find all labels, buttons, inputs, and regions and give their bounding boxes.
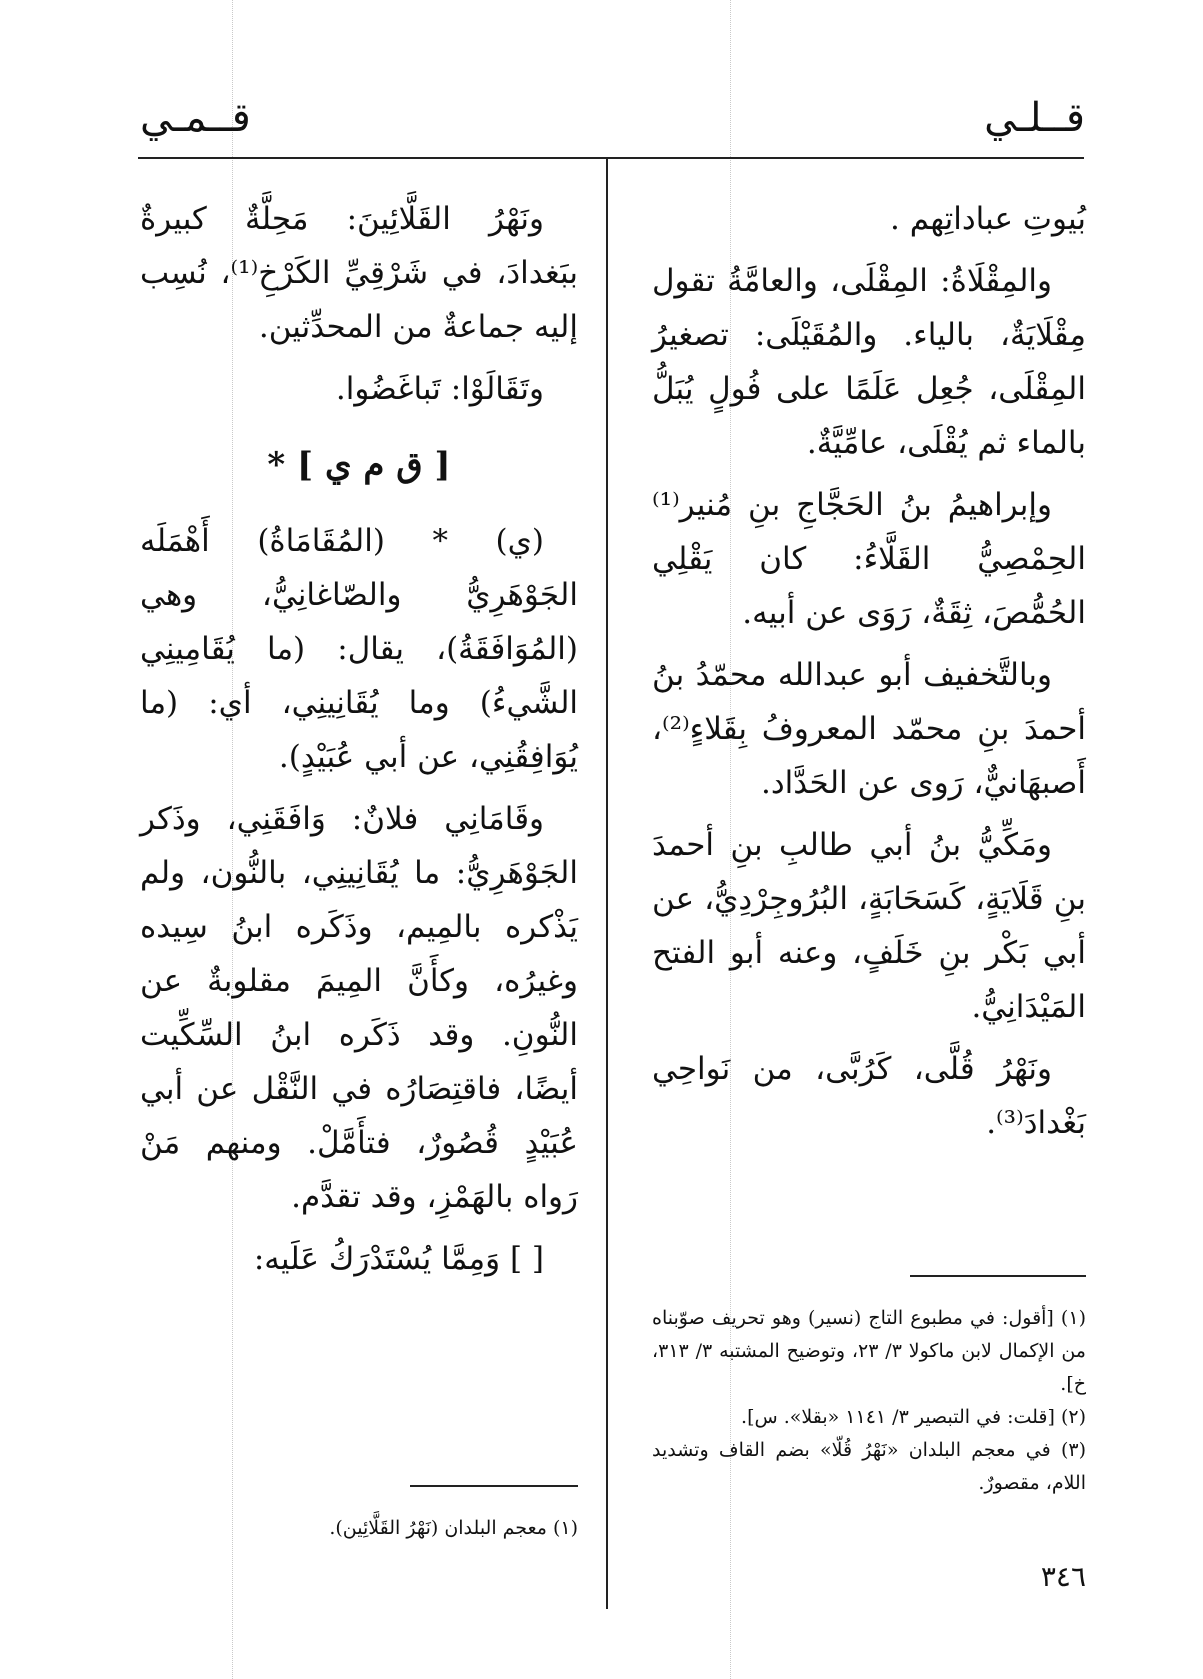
footnote-rule xyxy=(910,1275,1086,1277)
running-head-left: قــمـي xyxy=(140,95,251,141)
header-rule xyxy=(138,157,1084,159)
left-column xyxy=(140,192,578,1294)
footnote-rule xyxy=(410,1485,578,1487)
column-divider xyxy=(606,157,608,1609)
paragraph: ونَهْرُ قُلَّى، كَرُبَّى، من نَواحِي بَغْدادَ⁽³⁾. xyxy=(652,1051,1086,1141)
paragraph: (ي) * (المُقَامَاةُ) أَهْمَلَه الجَوْهَرِيُّ والصّاغانِيُّ، وهي (المُوَافَقَةُ)، يقال: (ما يُقَامِينِي الشَّيءُ) وما يُقَانِينِي، أي: (ما يُوَافِقُنِي، عن أبي عُبَيْدٍ). xyxy=(140,523,578,775)
running-head-right: قــلـي xyxy=(984,95,1085,141)
paragraph: وتَقَالَوْا: تَباغَضُوا. xyxy=(335,371,544,407)
paragraph: والمِقْلَاةُ: المِقْلَى، والعامَّةُ تقول مِقْلَايَةٌ، بالياء. والمُقَيْلَى: تصغيرُ المِقْلَى، جُعِل عَلَمًا على فُولٍ يُبَلُّ بالماء ثم يُقْلَى، عامِّيَّةٌ. xyxy=(652,263,1086,461)
footnotes-left xyxy=(140,1512,578,1545)
footnote: (١) معجم البلدان (نَهْرُ القَلَّائِين). xyxy=(329,1517,578,1539)
footnote: (٢) [قلت: في التبصير ٣/ ١١٤١ «بقلا». س]. xyxy=(741,1406,1086,1428)
footnote: (٣) في معجم البلدان «نَهْرُ قُلّا» بضم القاف وتشديد اللام، مقصورٌ. xyxy=(652,1439,1086,1494)
footnotes-right xyxy=(652,1302,1086,1500)
entry-heading: [ ق م ي ] * xyxy=(267,445,451,485)
paragraph: وقَامَانِي فلانٌ: وَافَقَنِي، وذَكر الجَوْهَرِيُّ: ما يُقَانِينِي، بالنُّون، ولم يَذْكره بالمِيم، وذَكَره ابنُ سِيده وغيرُه، وكأَنَّ المِيمَ مقلوبةٌ عن النُّونِ. وقد ذَكَره ابنُ السِّكِّيت أيضًا، فاقتِصَارُه في النَّقْل عن أبي عُبَيْدٍ قُصُورٌ، فتأَمَّلْ. ومنهم مَنْ رَواه بالهَمْزِ، وقد تقدَّم. xyxy=(140,801,578,1215)
paragraph: ونَهْرُ القَلَّائِينَ: مَحِلَّةٌ كبيرةٌ ببَغدادَ، في شَرْقِيِّ الكَرْخِ⁽¹⁾، نُسِب إليه جماعةٌ من المحدِّثين. xyxy=(140,201,578,345)
paragraph: [ ] وَمِمَّا يُسْتَدْرَكُ عَلَيه: xyxy=(253,1241,544,1277)
paragraph: ومَكِّيُّ بنُ أبي طالبِ بنِ أحمدَ بنِ قَلَايَةٍ، كَسَحَابَةٍ، البُرُوجِرْدِيُّ، عن أبي بَكْر بنِ خَلَفٍ، وعنه أبو الفتح المَيْدَانِيُّ. xyxy=(652,827,1086,1025)
paragraph: وبالتَّخفيف أبو عبدالله محمّدُ بنُ أحمدَ بنِ محمّد المعروفُ بِقَلاءٍ⁽²⁾، أَصبهَانيٌّ، رَوى عن الحَدَّاد. xyxy=(652,657,1086,801)
paragraph: وإبراهيمُ بنُ الحَجَّاجِ بنِ مُنير⁽¹⁾ الحِمْصِيُّ القَلَّاءُ: كان يَقْلِي الحُمُّصَ، ثِقَةٌ، رَوَى عن أبيه. xyxy=(652,487,1086,631)
right-column xyxy=(652,192,1086,1158)
footnote: (١) [أقول: في مطبوع التاج (نسير) وهو تحريف صوّبناه من الإكمال لابن ماكولا ٣/ ٢٣، وتوضيح المشتبه ٣/ ٣١٣، خ]. xyxy=(652,1307,1086,1395)
paragraph: بُيوتِ عباداتِهم . xyxy=(889,201,1086,237)
page-number: ٣٤٦ xyxy=(1040,1560,1086,1593)
